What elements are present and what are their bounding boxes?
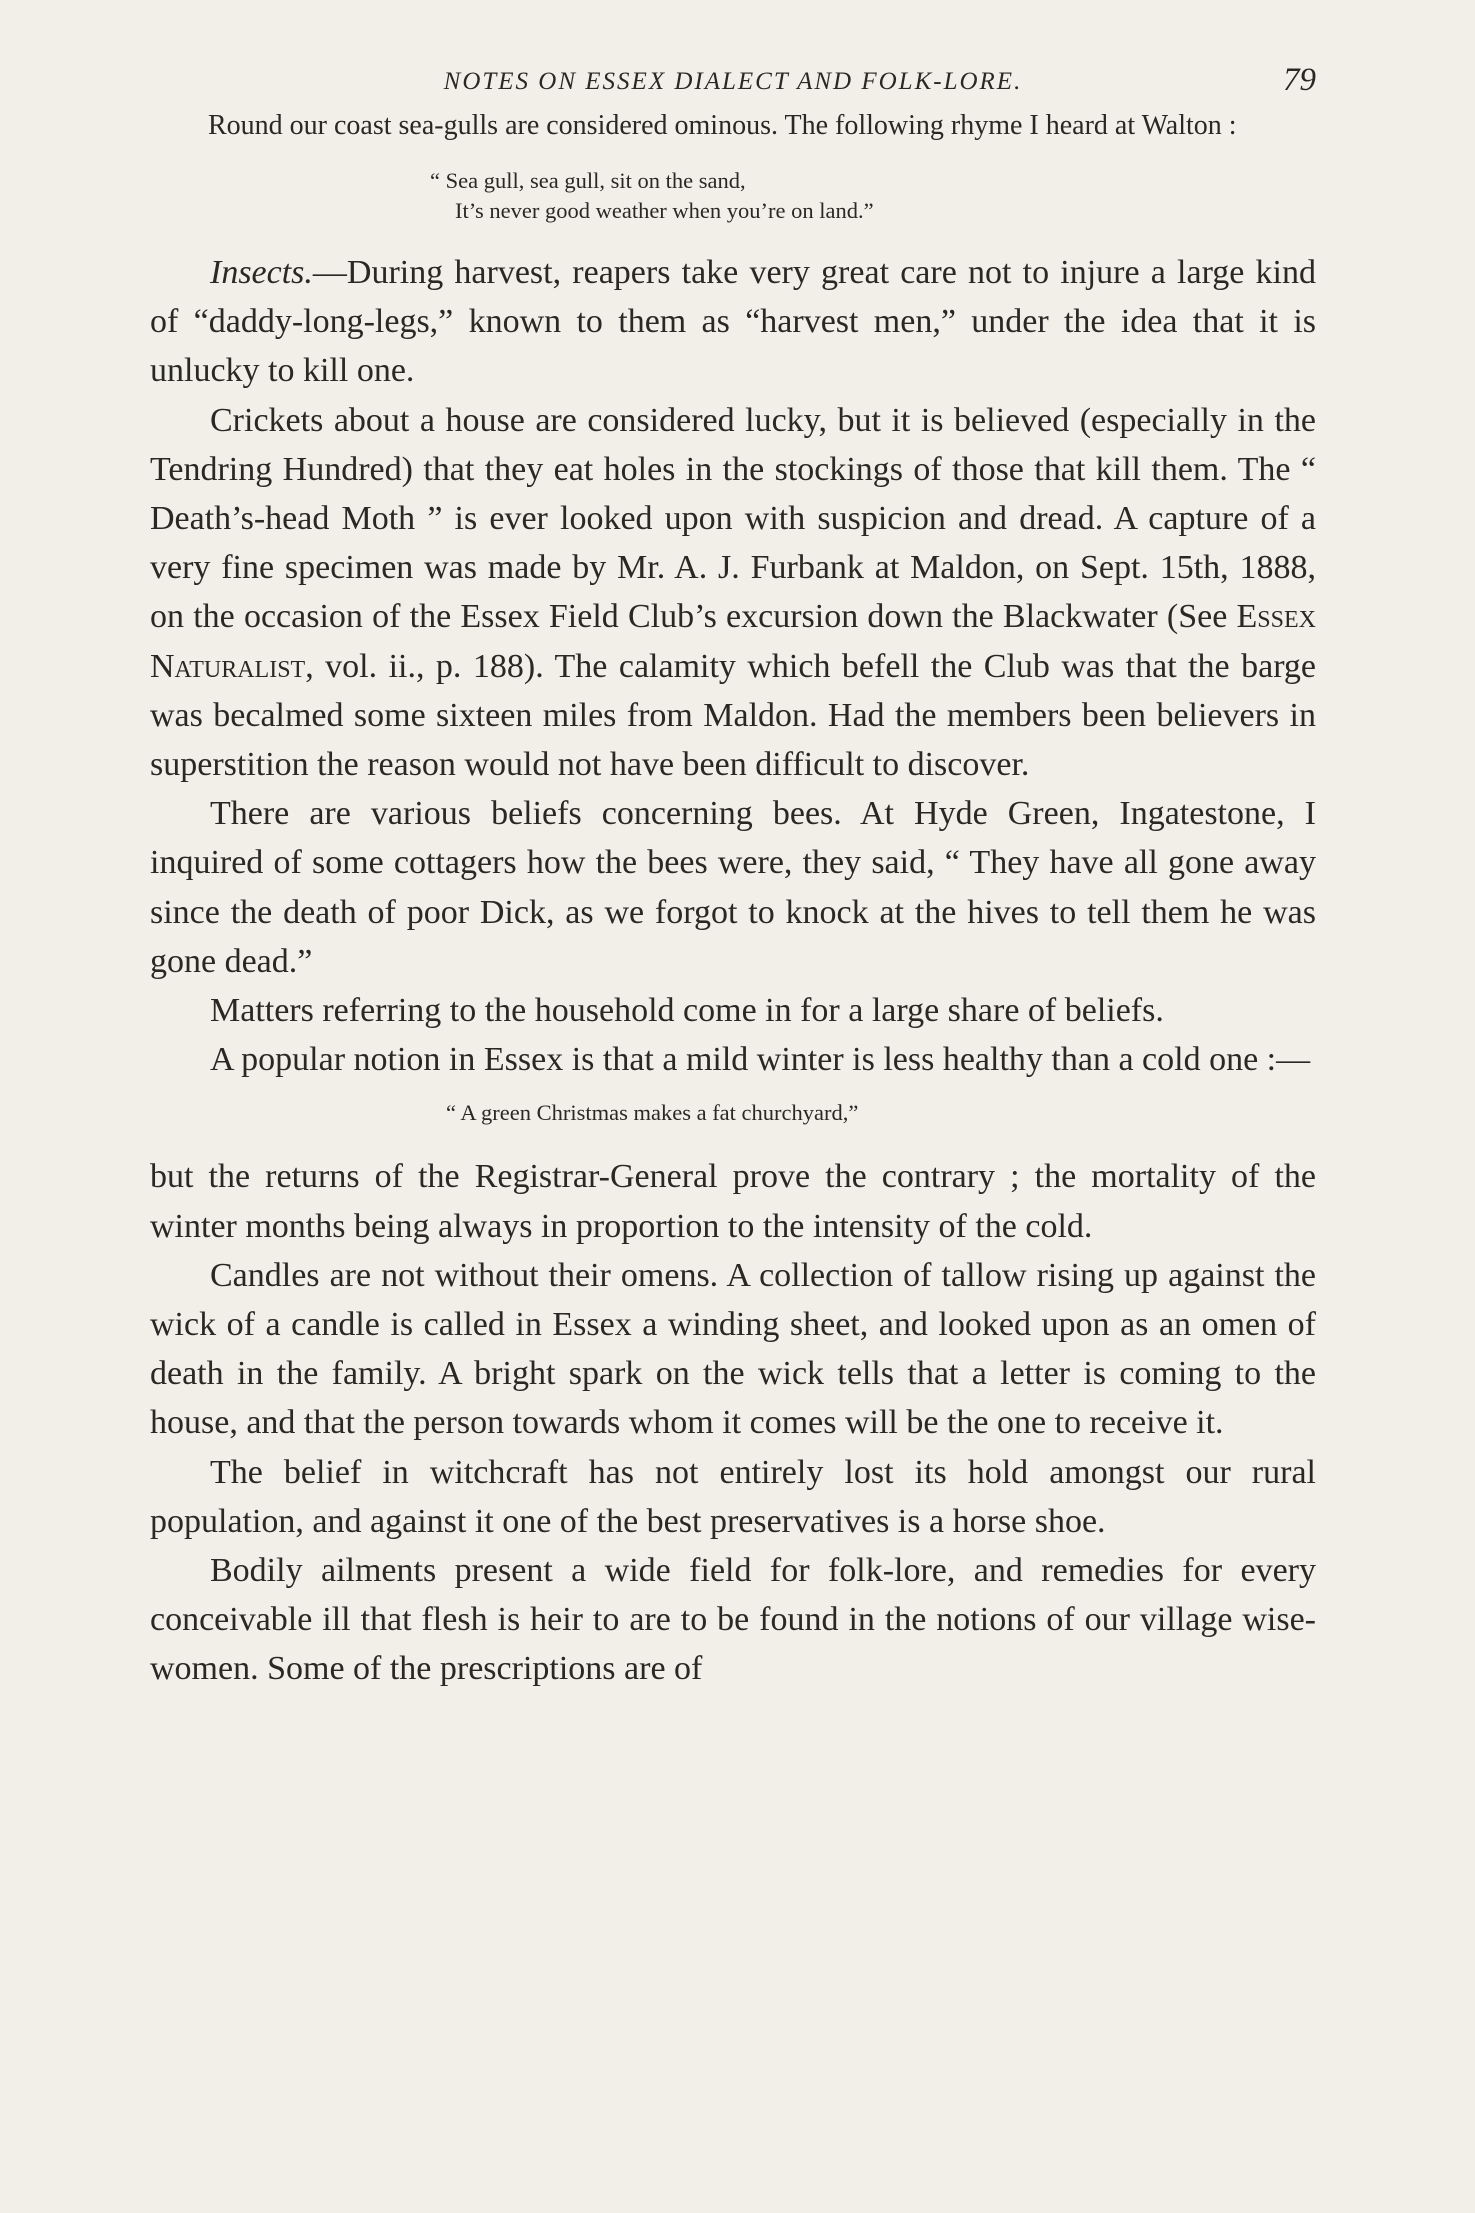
- rhyme-line-1: “ Sea gull, sea gull, sit on the sand,: [430, 168, 746, 193]
- rhyme-line-2: It’s never good weather when you’re on land.”: [455, 198, 874, 223]
- crickets-paragraph: [150, 396, 1316, 790]
- journal-title: Essex Naturalist: [150, 598, 1316, 685]
- running-title: NOTES ON ESSEX DIALECT AND FOLK-LORE.: [443, 68, 1023, 95]
- sea-gull-rhyme: [430, 166, 1316, 226]
- candles-paragraph: Candles are not without their omens. A collection of tallow rising up against the wick of a candle is called in Essex a winding sheet, and looked upon as an omen of death in the family. A bright spark on the wick tells that a letter is coming to the house, and that the person towards whom it comes will be the one to receive it.: [150, 1256, 1316, 1442]
- witchcraft-paragraph: The belief in witchcraft has not entirely lost its hold amongst our rural population, and against it one of the best preservatives is a horse shoe.: [150, 1453, 1316, 1540]
- intro-paragraph: Round our coast sea-gulls are considered ominous. The following rhyme I heard at Walton :: [208, 110, 1237, 141]
- insects-text: —During harvest, reapers take very great care not to injure a large kind of “daddy-long-legs,” known to them as “harvest men,” under the idea that it is unlucky to kill one.: [150, 254, 1316, 390]
- page-number: 79: [1283, 62, 1316, 98]
- crickets-text-after: , vol. ii., p. 188). The calamity which befell the Club was that the barge was becalmed some sixteen miles from Maldon. Had the members been believers in superstition the reason would not have been difficult to discover.: [150, 647, 1316, 784]
- bees-paragraph: There are various beliefs concerning bees. At Hyde Green, Ingatestone, I inquired of some cottagers how the bees were, they said, “ They have all gone away since the death of poor Dick, as we forgot to knock at the hives to tell them he was gone dead.”: [150, 795, 1316, 980]
- ailments-paragraph: Bodily ailments present a wide field for folk-lore, and remedies for every conceivable ill that flesh is heir to are to be found in the notions of our village wise-women. Some of the prescriptions are of: [150, 1552, 1316, 1688]
- household-paragraph: Matters referring to the household come in for a large share of beliefs.: [210, 992, 1164, 1030]
- book-page: [150, 62, 1316, 1694]
- running-header: [150, 62, 1316, 108]
- crickets-text-before: Crickets about a house are considered lucky, but it is believed (especially in the Tendring Hundred) that they eat holes in the stockings of those that kill them. The “ Death’s-head Moth ” is ever looked upon with suspicion and dread. A capture of a very fine specimen was made by Mr. A. J. Furbank at Maldon, on Sept. 15th, 1888, on the occasion of the Essex Field Club’s excursion down the Blackwater (See: [150, 401, 1316, 636]
- christmas-quote: “ A green Christmas makes a fat churchyard,”: [446, 1100, 859, 1126]
- insects-paragraph: [150, 248, 1316, 396]
- insects-heading: Insects.: [210, 254, 313, 291]
- winter-paragraph: A popular notion in Essex is that a mild winter is less healthy than a cold one :—: [210, 1041, 1311, 1079]
- winter-continuation: but the returns of the Registrar-General prove the contrary ; the mortality of the winter months being always in proportion to the intensity of the cold.: [150, 1158, 1316, 1245]
